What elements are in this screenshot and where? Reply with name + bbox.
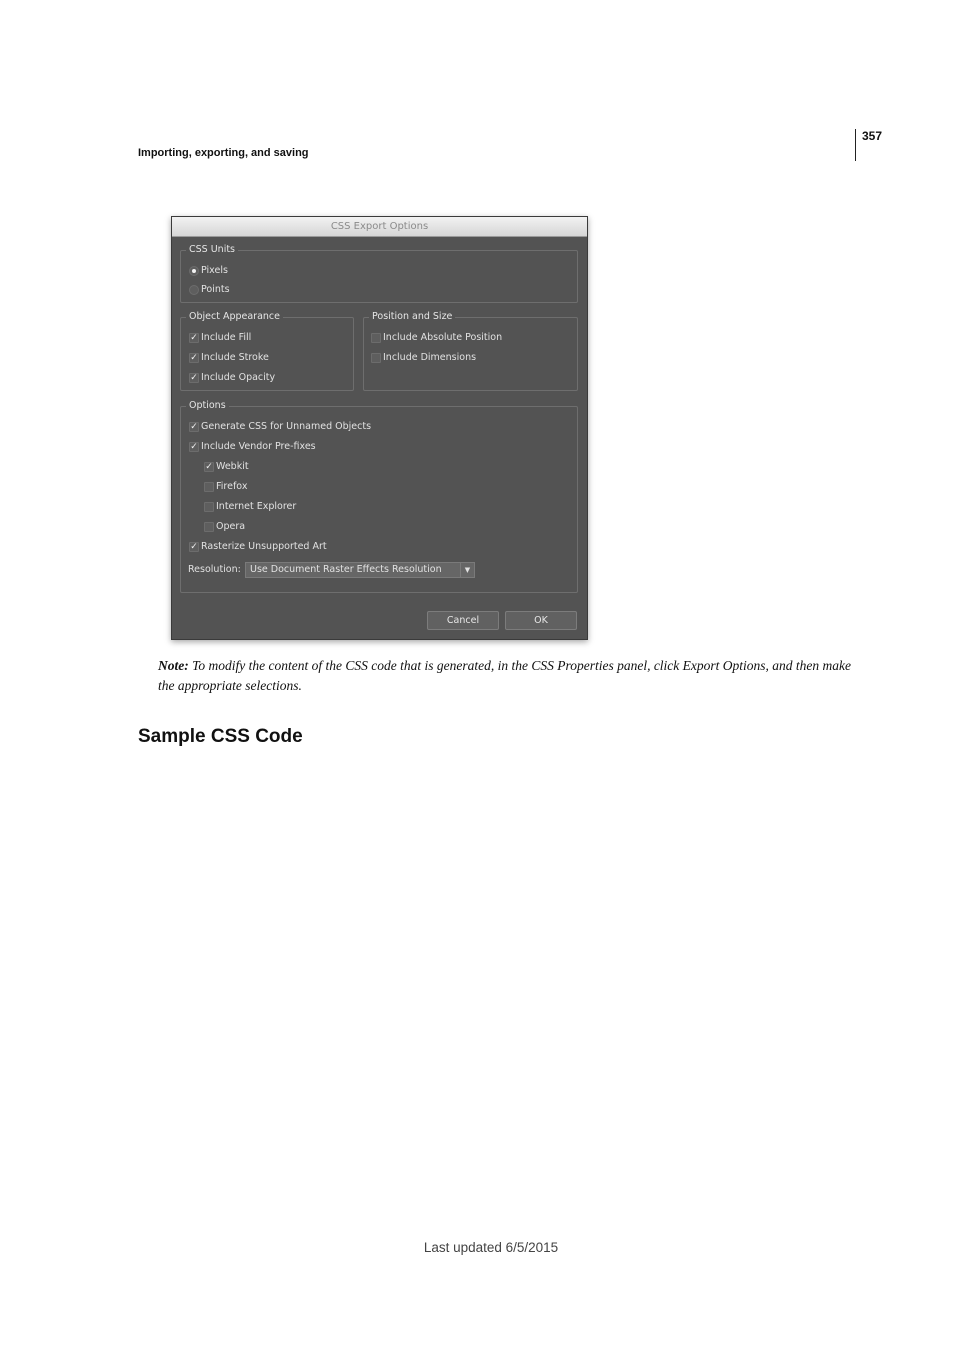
checkbox-internet-explorer-label: Internet Explorer [216, 501, 297, 512]
checkbox-include-absolute-position-label: Include Absolute Position [383, 332, 503, 343]
note-text: To modify the content of the CSS code that is generated, in the CSS Properties panel, click Export Options, and then make the appropriate selections. [158, 658, 852, 693]
checkbox-include-stroke-label: Include Stroke [201, 352, 269, 363]
radio-points-label: Points [201, 284, 230, 295]
checkbox-rasterize-unsupported-art-label: Rasterize Unsupported Art [201, 541, 327, 552]
checkbox-internet-explorer-box[interactable] [204, 502, 214, 512]
cancel-button[interactable]: Cancel [427, 611, 499, 630]
checkbox-webkit-label: Webkit [216, 461, 249, 472]
checkbox-include-dimensions-box[interactable] [371, 353, 381, 363]
css-export-options-dialog [171, 216, 588, 640]
checkbox-webkit-box[interactable]: ✓ [205, 462, 213, 472]
resolution-select-value: Use Document Raster Effects Resolution [250, 564, 442, 575]
page-number-rule [855, 129, 856, 161]
checkbox-include-absolute-position-box[interactable] [371, 333, 381, 343]
checkbox-firefox-label: Firefox [216, 481, 248, 492]
radio-points-indicator[interactable] [189, 285, 199, 295]
checkbox-include-vendor-prefixes-label: Include Vendor Pre-fixes [201, 441, 316, 452]
section-heading: Sample CSS Code [138, 726, 303, 747]
checkbox-include-opacity-label: Include Opacity [201, 372, 276, 383]
checkbox-include-dimensions-label: Include Dimensions [383, 352, 477, 363]
object-appearance-legend: Object Appearance [186, 311, 283, 323]
radio-pixels-label: Pixels [201, 265, 228, 276]
checkbox-include-stroke-box[interactable]: ✓ [190, 353, 198, 363]
position-size-group [363, 311, 578, 391]
checkbox-include-fill-box[interactable]: ✓ [190, 333, 198, 343]
css-units-group [180, 244, 578, 303]
checkbox-firefox-box[interactable] [204, 482, 214, 492]
chevron-down-icon[interactable]: ▼ [460, 563, 474, 577]
position-size-legend: Position and Size [369, 311, 455, 323]
checkbox-include-vendor-prefixes-box[interactable]: ✓ [190, 442, 198, 452]
page-number: 357 [862, 129, 883, 143]
checkbox-include-fill-label: Include Fill [201, 332, 252, 343]
checkbox-rasterize-unsupported-art-box[interactable]: ✓ [190, 542, 198, 552]
checkbox-opera-box[interactable] [204, 522, 214, 532]
checkbox-generate-css-unnamed-label: Generate CSS for Unnamed Objects [201, 421, 372, 432]
note-paragraph [158, 656, 858, 696]
note-lead: Note: [158, 658, 189, 673]
resolution-select[interactable] [245, 562, 475, 578]
running-head: Importing, exporting, and saving [138, 147, 309, 159]
resolution-label: Resolution: [188, 564, 241, 575]
dialog-title: CSS Export Options [172, 217, 587, 237]
ok-button[interactable]: OK [505, 611, 577, 630]
checkbox-opera-label: Opera [216, 521, 246, 532]
checkbox-generate-css-unnamed-box[interactable]: ✓ [190, 422, 198, 432]
object-appearance-group [180, 311, 354, 391]
checkbox-include-opacity-box[interactable]: ✓ [190, 373, 198, 383]
radio-pixels-indicator[interactable] [189, 266, 199, 276]
footer-last-updated: Last updated 6/5/2015 [423, 1240, 559, 1255]
css-units-legend: CSS Units [186, 244, 238, 256]
options-legend: Options [186, 400, 229, 412]
